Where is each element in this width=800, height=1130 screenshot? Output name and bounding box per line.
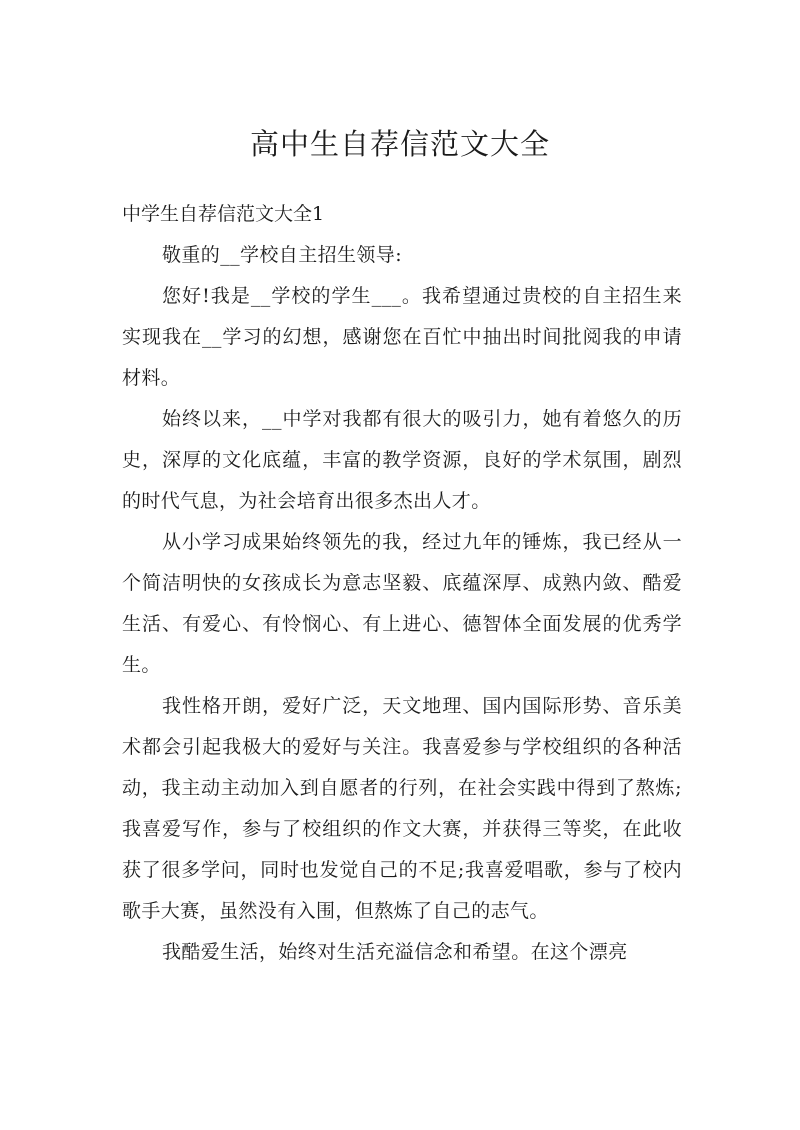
document-subtitle: 中学生自荐信范文大全1 xyxy=(122,203,325,225)
paragraph: 从小学习成果始终领先的我，经过九年的锤炼，我已经从一个简洁明快的女孩成长为意志坚毅、底蕴深厚、成熟内敛、酷爱生活、有爱心、有怜悯心、有上进心、德智体全面发展的优秀学生。 xyxy=(122,531,682,676)
salutation: 敬重的__学校自主招生领导: xyxy=(162,244,403,266)
paragraph: 始终以来，__中学对我都有很大的吸引力，她有着悠久的历史，深厚的文化底蕴，丰富的教学资源，良好的学术氛围，剧烈的时代气息，为社会培育出很多杰出人才。 xyxy=(122,408,682,512)
document-title: 高中生自荐信范文大全 xyxy=(249,127,550,161)
paragraph: 我酷爱生活，始终对生活充溢信念和希望。在这个漂亮 xyxy=(162,941,628,963)
paragraph: 您好!我是__学校的学生___。我希望通过贵校的自主招生来实现我在__学习的幻想，感谢您在百忙中抽出时间批阅我的申请材料。 xyxy=(122,285,682,389)
document-body xyxy=(122,194,682,973)
paragraph: 我性格开朗，爱好广泛，天文地理、国内国际形势、音乐美术都会引起我极大的爱好与关注。我喜爱参与学校组织的各种活动，我主动主动加入到自愿者的行列，在社会实践中得到了熬炼;我喜爱写作，参与了校组织的作文大赛，并获得三等奖，在此收获了很多学问，同时也发觉自己的不足;我喜爱唱歌，参与了校内歌手大赛，虽然没有入围，但熬炼了自己的志气。 xyxy=(122,695,682,922)
